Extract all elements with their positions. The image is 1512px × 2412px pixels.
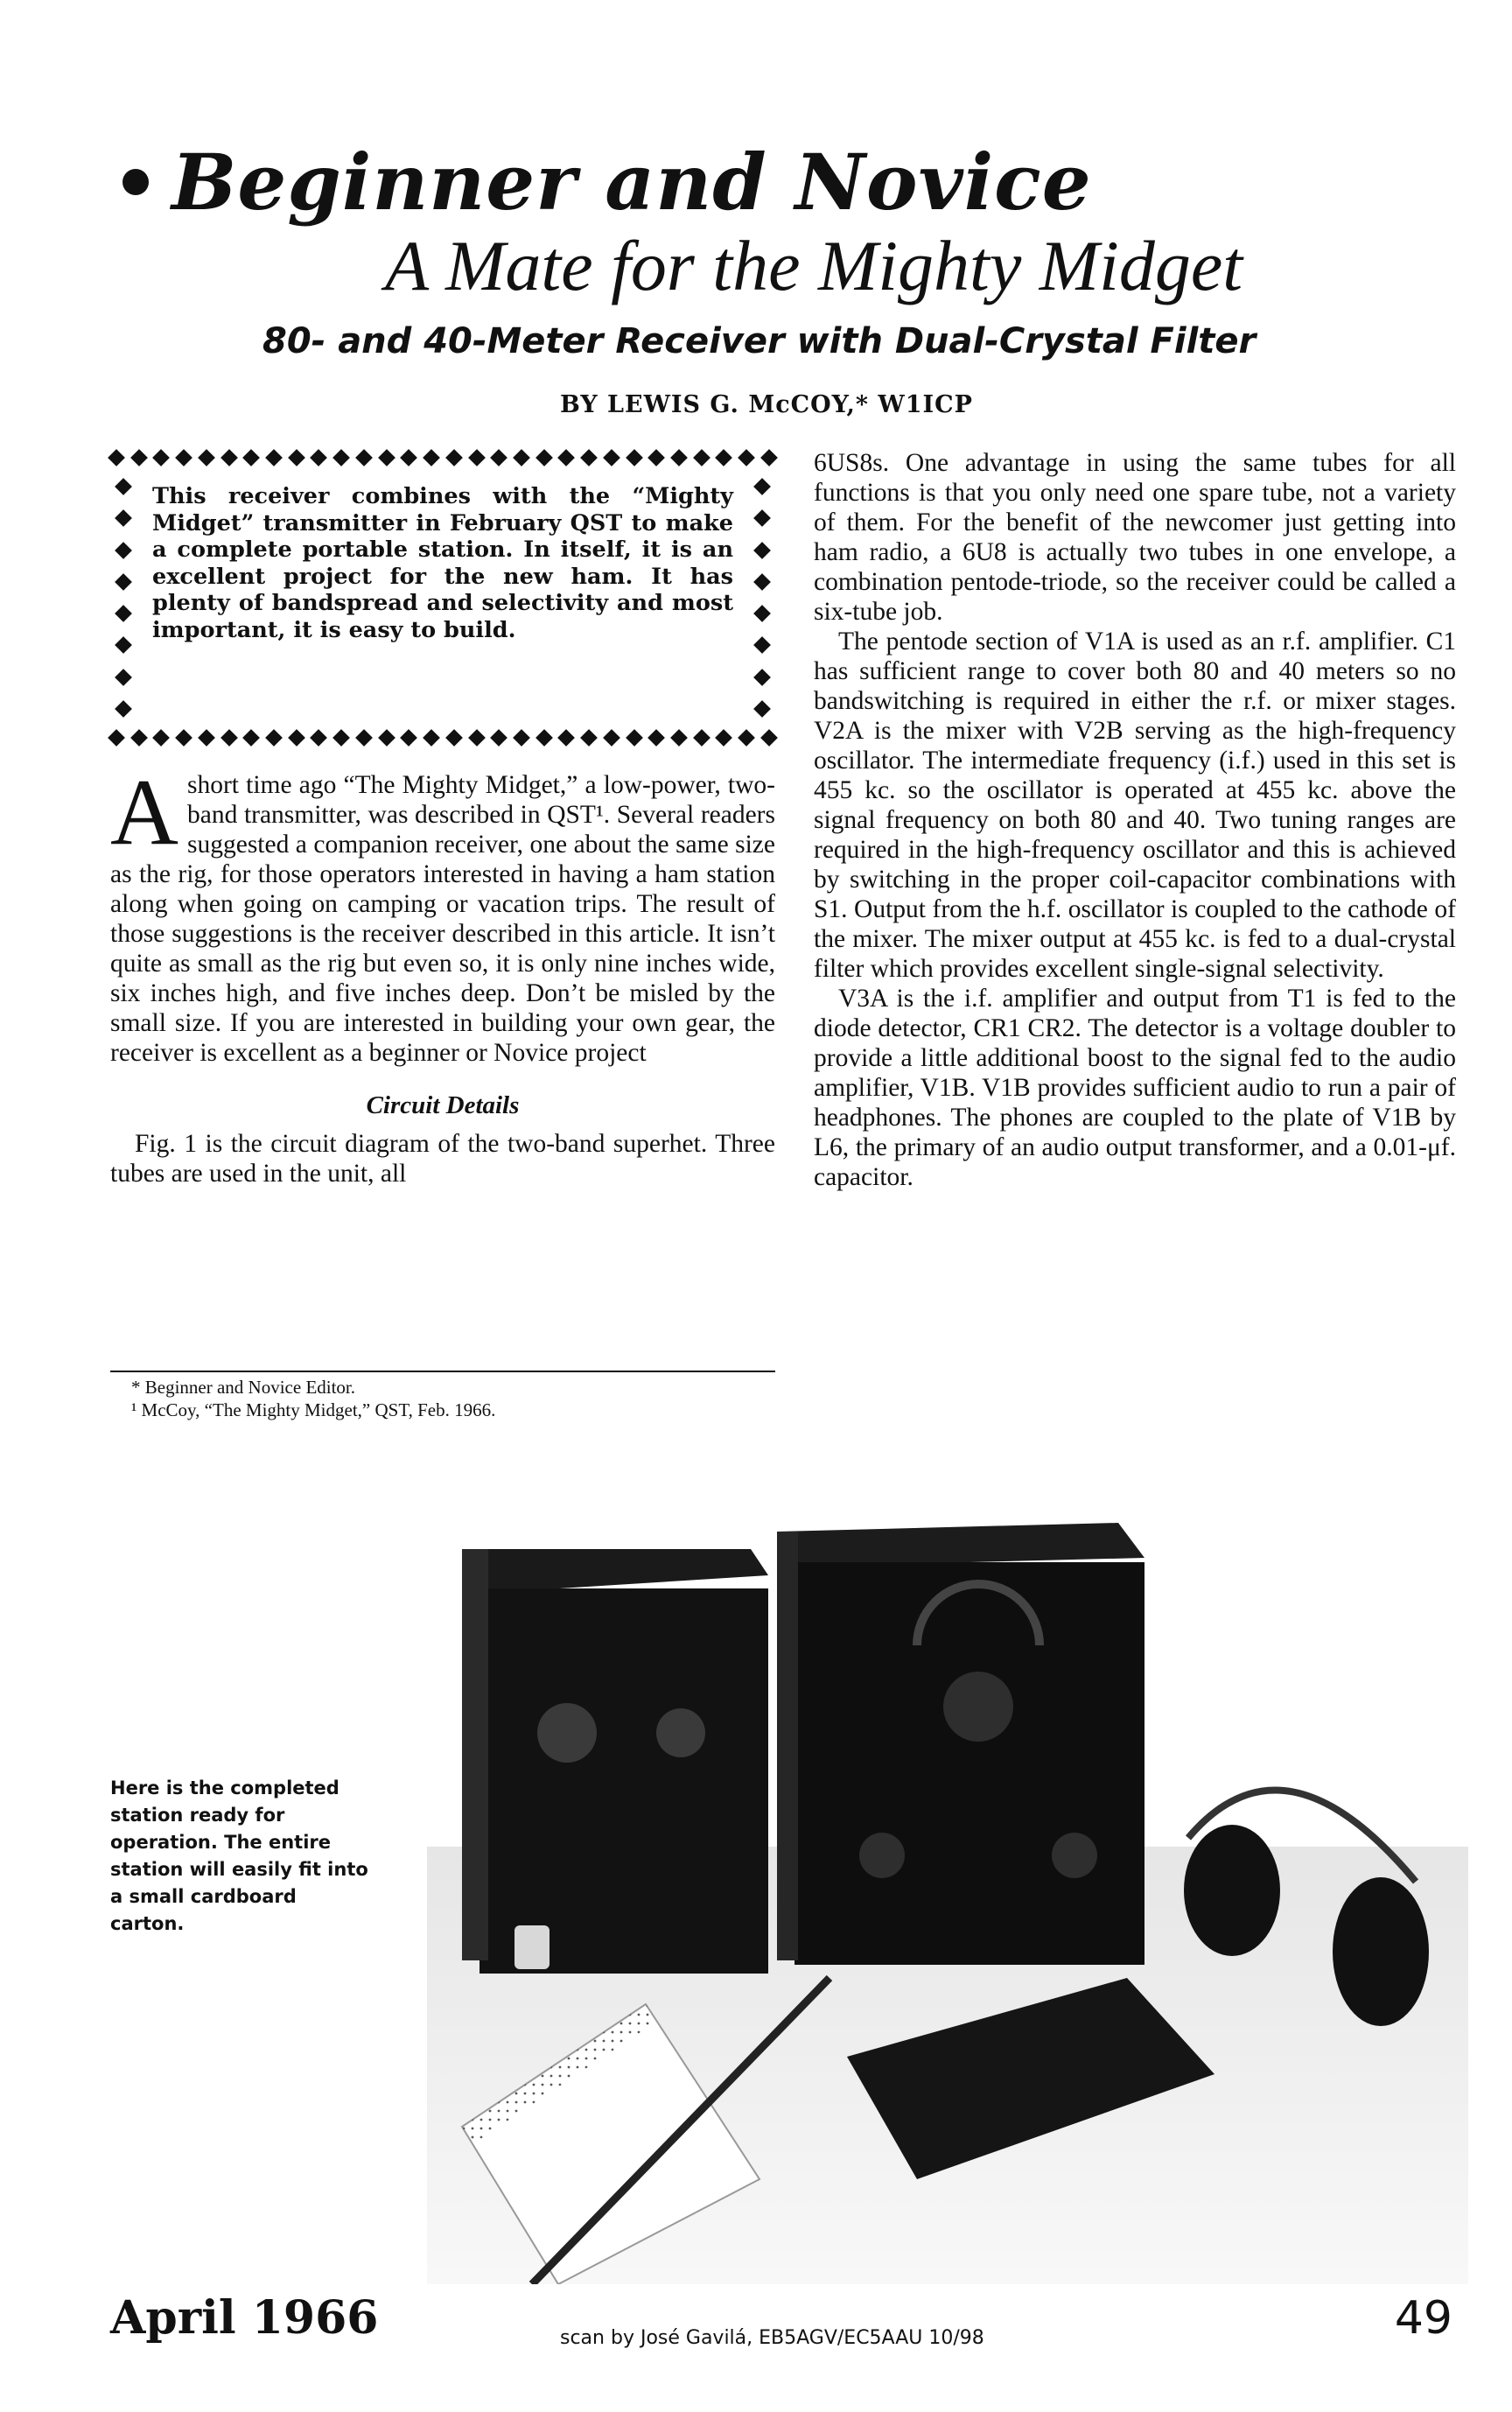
transmitter-box bbox=[480, 1588, 768, 1974]
diamond-ornament bbox=[648, 449, 665, 466]
diamond-ornament bbox=[716, 729, 733, 747]
body-paragraph: Fig. 1 is the circuit diagram of the two-band superhet. Three tubes are used in the unit, all bbox=[110, 1130, 775, 1188]
diamond-ornament bbox=[220, 729, 238, 747]
diamond-ornament bbox=[242, 449, 260, 466]
diamond-ornament bbox=[760, 729, 778, 747]
diamond-ornament bbox=[468, 729, 486, 747]
body-paragraph: 6US8s. One advantage in using the same tubes for all functions is that you only need one spare tube, not a variety of them. For the benefit of the newcomer just getting into ham radio, a 6U8 is actually two tubes in one envelope, a combination pentode-triode, so the receiver could be called a six-tube job. bbox=[814, 449, 1456, 626]
body-paragraph: The pentode section of V1A is used as an r.f. amplifier. C1 has sufficient range to cover both 80 and 40 meters so no bandswitching is required in either the r.f. or mixer stages. V2A is the mixer with V2B serving as the high-frequency oscillator. The intermediate frequency (i.f.) used in this set is 455 kc. so the oscillator is operated at 455 kc. above the signal frequency on both 80 and 40. Two tuning ranges are required in the high-frequency oscillator and this is achieved by switching in the proper coil-capacitor combinations with S1. Output from the h.f. oscillator is coupled to the cathode of the mixer. The mixer output at 455 kc. is fed to a dual-crystal filter which provides excellent single-signal selectivity. bbox=[814, 628, 1456, 983]
diamond-ornament bbox=[153, 729, 171, 747]
transmitter-side bbox=[462, 1549, 488, 1960]
body-paragraph: V3A is the i.f. amplifier and output from T1 is fed to the diode detector, CR1 CR2. The detector is a voltage doubler to provide a little additional boost to the signal fed to the audio amplifier, V1B. V1B provides sufficient audio to run a pair of headphones. The phones are coupled to the plate of V1B by L6, the primary of an audio output transformer, and a 0.01-μf. capacitor. bbox=[814, 985, 1456, 1191]
body-column-right bbox=[814, 448, 1456, 1192]
diamond-ornament bbox=[115, 573, 132, 591]
diamond-ornament bbox=[738, 729, 755, 747]
department-heading bbox=[122, 130, 1092, 235]
diamond-ornament bbox=[115, 478, 132, 495]
diamond-border-top bbox=[110, 445, 775, 471]
diamond-ornament bbox=[670, 449, 688, 466]
diamond-ornament bbox=[603, 729, 620, 747]
diamond-ornament bbox=[288, 449, 305, 466]
diamond-ornament bbox=[626, 729, 643, 747]
receiver-top bbox=[777, 1523, 1144, 1567]
diamond-ornament bbox=[242, 729, 260, 747]
diamond-ornament bbox=[626, 449, 643, 466]
receiver-knob bbox=[859, 1833, 905, 1878]
diamond-ornament bbox=[198, 449, 215, 466]
diamond-ornament bbox=[603, 449, 620, 466]
abstract-text: This receiver combines with the “Mighty Midget” transmitter in February QST to make a complete portable station. In itself, it is an excellent project for the new ham. It has plenty of bandspread and selectivity and most important, it is easy to build. bbox=[152, 483, 733, 643]
diamond-ornament bbox=[355, 449, 373, 466]
diamond-ornament bbox=[115, 509, 132, 527]
diamond-ornament bbox=[332, 449, 350, 466]
station-photo bbox=[427, 1514, 1468, 2284]
station-photo-drawing bbox=[427, 1514, 1468, 2284]
diamond-ornament bbox=[153, 449, 171, 466]
crystal-socket bbox=[514, 1925, 550, 1969]
diamond-ornament bbox=[130, 449, 148, 466]
department-label: Beginner and Novice bbox=[172, 137, 1092, 228]
diamond-ornament bbox=[378, 729, 396, 747]
diamond-ornament bbox=[423, 449, 440, 466]
diamond-ornament bbox=[580, 449, 598, 466]
diamond-ornament bbox=[753, 669, 771, 686]
diamond-ornament bbox=[753, 573, 771, 591]
diamond-ornament bbox=[753, 509, 771, 527]
diamond-ornament bbox=[738, 449, 755, 466]
diamond-ornament bbox=[115, 669, 132, 686]
diamond-ornament bbox=[115, 636, 132, 654]
transmitter-knob bbox=[537, 1703, 597, 1763]
diamond-ornament bbox=[513, 449, 530, 466]
diamond-ornament bbox=[423, 729, 440, 747]
receiver-knob bbox=[1052, 1833, 1097, 1878]
receiver-side bbox=[777, 1532, 798, 1960]
article-title: A Mate for the Mighty Midget bbox=[385, 226, 1242, 305]
diamond-ornament bbox=[580, 729, 598, 747]
intro-paragraph bbox=[110, 761, 775, 1068]
diamond-ornament bbox=[753, 636, 771, 654]
intro-text: short time ago “The Mighty Midget,” a low-power, two-band transmitter, was described in QST¹. Several readers suggested a companion receiver, one about the same size as the rig, for those operators interested in having a ham station along when going on camping or vacation trips. The result of those suggestions is the receiver described in this article. It isn’t quite as small as the rig but even so, it is only nine inches wide, six inches high, and five inches deep. Don’t be misled by the small size. If you are interested in building your own gear, the receiver is excellent as a beginner or Novice project bbox=[110, 771, 775, 1067]
diamond-ornament bbox=[490, 449, 508, 466]
diamond-border-right bbox=[749, 471, 775, 725]
diamond-ornament bbox=[648, 729, 665, 747]
diamond-ornament bbox=[445, 729, 463, 747]
headphone-earpiece bbox=[1184, 1825, 1280, 1956]
diamond-ornament bbox=[311, 729, 328, 747]
diamond-ornament bbox=[130, 729, 148, 747]
diamond-border-left bbox=[110, 471, 136, 725]
diamond-ornament bbox=[753, 478, 771, 495]
diamond-ornament bbox=[760, 449, 778, 466]
diamond-ornament bbox=[400, 449, 417, 466]
diamond-ornament bbox=[400, 729, 417, 747]
diamond-ornament bbox=[265, 729, 283, 747]
photo-caption: Here is the completed station ready for operation. The entire station will easily fit into a small cardboard carton. bbox=[110, 1777, 368, 1934]
diamond-ornament bbox=[288, 729, 305, 747]
diamond-ornament bbox=[115, 605, 132, 622]
diamond-ornament bbox=[108, 449, 125, 466]
diamond-ornament bbox=[378, 449, 396, 466]
issue-date: April 1966 bbox=[110, 2291, 379, 2345]
footnotes bbox=[110, 1371, 775, 1421]
diamond-ornament bbox=[355, 729, 373, 747]
diamond-ornament bbox=[468, 449, 486, 466]
body-column-left bbox=[110, 761, 775, 1188]
byline: BY LEWIS G. McCOY,* W1ICP bbox=[560, 391, 973, 418]
footnote: * Beginner and Novice Editor. bbox=[131, 1377, 356, 1398]
headphone-earpiece bbox=[1333, 1877, 1429, 2026]
page-number: 49 bbox=[1394, 2292, 1452, 2345]
diamond-ornament bbox=[175, 729, 192, 747]
bullet-icon bbox=[122, 169, 149, 195]
diamond-ornament bbox=[445, 449, 463, 466]
diamond-ornament bbox=[670, 729, 688, 747]
receiver-box bbox=[794, 1562, 1144, 1965]
transmitter-top bbox=[462, 1549, 768, 1593]
footnote: ¹ McCoy, “The Mighty Midget,” QST, Feb. 1966. bbox=[131, 1399, 496, 1420]
abstract-box bbox=[110, 445, 775, 751]
diamond-ornament bbox=[536, 729, 553, 747]
diamond-ornament bbox=[693, 449, 710, 466]
diamond-ornament bbox=[220, 449, 238, 466]
diamond-ornament bbox=[716, 449, 733, 466]
diamond-ornament bbox=[108, 729, 125, 747]
diamond-ornament bbox=[557, 729, 575, 747]
diamond-ornament bbox=[311, 449, 328, 466]
diamond-ornament bbox=[175, 449, 192, 466]
diamond-ornament bbox=[265, 449, 283, 466]
diamond-ornament bbox=[536, 449, 553, 466]
diamond-ornament bbox=[753, 542, 771, 559]
diamond-ornament bbox=[115, 542, 132, 559]
diamond-ornament bbox=[198, 729, 215, 747]
diamond-ornament bbox=[693, 729, 710, 747]
diamond-ornament bbox=[753, 700, 771, 718]
section-heading: Circuit Details bbox=[366, 1091, 520, 1119]
tuning-knob bbox=[943, 1672, 1013, 1742]
diamond-ornament bbox=[115, 700, 132, 718]
article-subtitle: 80- and 40-Meter Receiver with Dual-Crystal Filter bbox=[262, 321, 1256, 361]
diamond-ornament bbox=[490, 729, 508, 747]
diamond-ornament bbox=[513, 729, 530, 747]
diamond-ornament bbox=[332, 729, 350, 747]
diamond-ornament bbox=[557, 449, 575, 466]
diamond-border-bottom bbox=[110, 725, 775, 751]
diamond-ornament bbox=[753, 605, 771, 622]
transmitter-knob bbox=[656, 1708, 705, 1757]
scan-credit: scan by José Gavilá, EB5AGV/EC5AAU 10/98 bbox=[560, 2327, 984, 2349]
drop-cap: A bbox=[110, 761, 178, 865]
